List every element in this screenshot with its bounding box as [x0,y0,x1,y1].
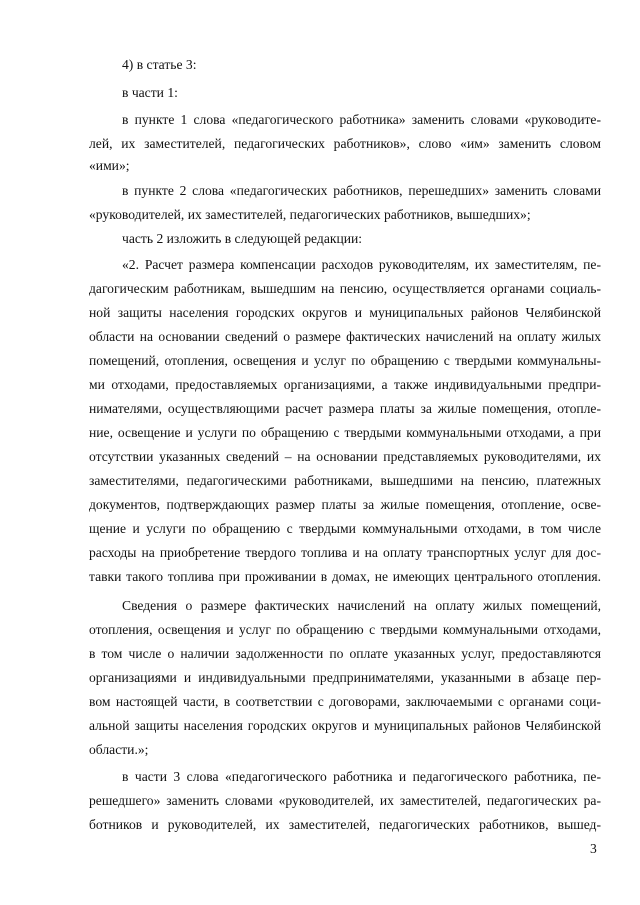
paragraph-line: организациями и индивидуальными предпринимателями, указанными в абзаце пер- [89,670,601,685]
paragraph-line: «2. Расчет размера компенсации расходов руководителям, их заместителям, пе- [122,257,601,272]
paragraph-line: заместителями, педагогическими работниками, вышедшими на пенсию, платежных [89,473,601,488]
paragraph-line: ной защиты населения городских округов и муниципальных районов Челябинской [89,305,601,320]
paragraph-line: «ими»; [89,158,130,173]
paragraph-line: лей, их заместителей, педагогических работников», слово «им» заменить словом [89,136,601,151]
paragraph-line: расходы на приобретение твердого топлива и на оплату транспортных услуг для дос- [89,545,601,560]
paragraph-line: ние, освещение и услуги по обращению с твердыми коммунальными отходами, а при [89,425,601,440]
paragraph-line: дагогическим работникам, вышедшим на пенсию, осуществляется органами социаль- [89,281,601,296]
paragraph-line: отопления, освещения и услуг по обращению с твердыми коммунальными отходами, [89,622,601,637]
list-item-article-3: 4) в статье 3: [122,57,197,72]
page-number: 3 [590,841,597,856]
paragraph-part-1: в части 1: [122,85,178,100]
paragraph-line: помещений, отопления, освещения и услуг по обращению с твердыми коммунальны- [89,353,601,368]
paragraph-line: в том числе о наличии задолженности по оплате указанных услуг, предоставляются [89,646,601,661]
paragraph-line: тавки такого топлива при проживании в домах, не имеющих центрального отопления. [89,569,601,584]
paragraph-line: часть 2 изложить в следующей редакции: [122,231,363,246]
paragraph-line: вом настоящей части, в соответствии с договорами, заключаемыми с органами соци- [89,694,601,709]
paragraph-line: документов, подтверждающих размер платы за жилые помещения, отопление, осве- [89,497,601,512]
paragraph-line: ботников и руководителей, их заместителей, педагогических работников, вышед- [89,817,601,832]
paragraph-line: «руководителей, их заместителей, педагогических работников, вышедших»; [89,207,531,222]
paragraph-line: ми отходами, предоставляемых организациями, а также индивидуальными предпри- [89,377,601,392]
paragraph-line: нимателями, осуществляющими расчет размера платы за жилые помещения, отопле- [89,401,601,416]
paragraph-line: отсутствии указанных сведений – на основании представляемых руководителями, их [89,449,601,464]
paragraph-line: щение и услуги по обращению с твердыми коммунальными отходами, в том числе [89,521,601,536]
paragraph-line: в части 3 слова «педагогического работника и педагогического работника, пе- [122,769,601,784]
paragraph-line: области.»; [89,742,149,757]
paragraph-line: альной защиты населения городских округов и муниципальных районов Челябинской [89,718,601,733]
paragraph-line: в пункте 1 слова «педагогического работника» заменить словами «руководите- [122,112,601,127]
paragraph-line: Сведения о размере фактических начислений на оплату жилых помещений, [122,598,601,613]
paragraph-line: решедшего» заменить словами «руководителей, их заместителей, педагогических ра- [89,793,601,808]
paragraph-line: в пункте 2 слова «педагогических работников, перешедших» заменить словами [122,183,601,198]
paragraph-line: области на основании сведений о размере фактических начислений на оплату жилых [89,329,601,344]
